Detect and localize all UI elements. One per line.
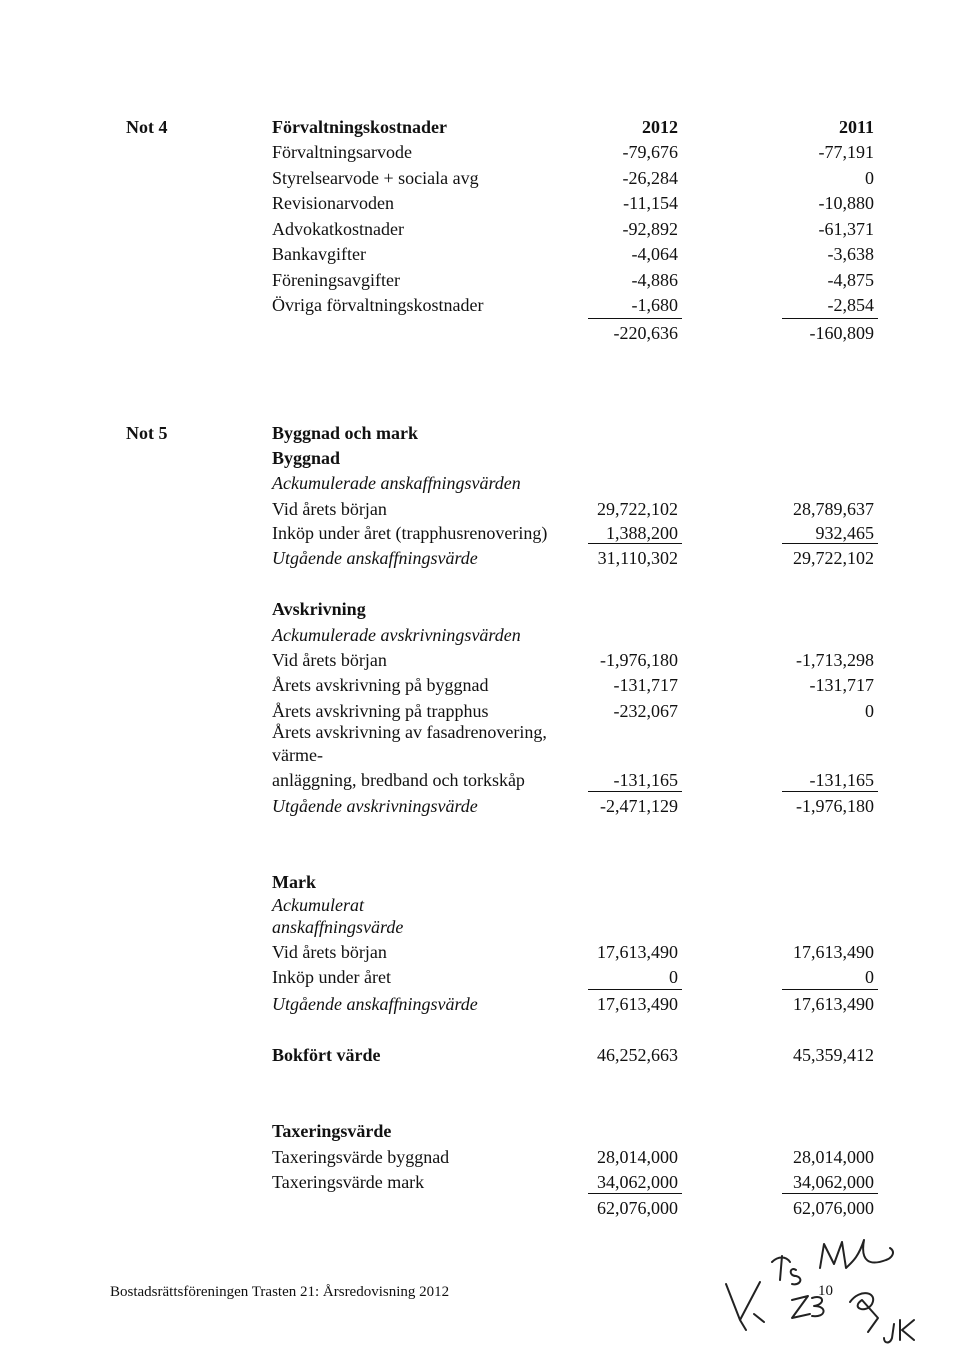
note4-row-value-2011: -10,880 xyxy=(818,193,874,213)
mark-row-value-2012: 17,613,490 xyxy=(597,942,678,962)
avskrivning-row-value-2011: -1,713,298 xyxy=(796,650,874,670)
mark-subheading-2: anskaffningsvärde xyxy=(272,917,404,937)
mark-row-label: Vid årets början xyxy=(272,942,387,962)
note4-row-label: Advokatkostnader xyxy=(272,219,404,239)
byggnad-out-label: Utgående anskaffningsvärde xyxy=(272,548,478,568)
avskrivning-heading: Avskrivning xyxy=(272,599,366,619)
note4-row-value-2011: -2,854 xyxy=(827,295,874,315)
avskrivning-multi-label-1: Årets avskrivning av fasadrenovering, xyxy=(272,722,547,742)
note5-title: Byggnad och mark xyxy=(272,423,419,443)
taxering-row-value-2012: 34,062,000 xyxy=(597,1172,678,1192)
handwritten-signatures-icon xyxy=(700,1222,940,1352)
avskrivning-row-value-2012: -1,976,180 xyxy=(600,650,678,670)
avskrivning-multi-label-3: anläggning, bredband och torkskåp xyxy=(272,770,525,790)
note4-row-value-2012: -4,064 xyxy=(631,244,678,264)
taxering-row-value-2011: 28,014,000 xyxy=(793,1147,874,1167)
avskrivning-multi-label-2: värme- xyxy=(272,745,323,765)
byggnad-row-value-2012: 29,722,102 xyxy=(597,499,678,519)
subtotal-rule xyxy=(782,318,878,319)
note4-row-value-2012: -92,892 xyxy=(622,219,678,239)
subtotal-rule xyxy=(782,791,878,792)
avskrivning-out-2012: -2,471,129 xyxy=(600,796,678,816)
note4-row-value-2011: -4,875 xyxy=(827,270,874,290)
subtotal-rule xyxy=(782,989,878,990)
note4-row-label: Övriga förvaltningskostnader xyxy=(272,295,484,315)
avskrivning-subheading: Ackumulerade avskrivningsvärden xyxy=(272,625,521,645)
note4-row-value-2011: -77,191 xyxy=(818,142,874,162)
avskrivning-row-value-2011: -131,717 xyxy=(809,675,874,695)
subtotal-rule xyxy=(588,791,682,792)
avskrivning-multi-value-2012: -131,165 xyxy=(613,770,678,790)
note4-year-2012: 2012 xyxy=(642,117,678,137)
byggnad-row-value-2011: 932,465 xyxy=(815,523,874,543)
byggnad-row-value-2012: 1,388,200 xyxy=(606,523,678,543)
note4-total-2011: -160,809 xyxy=(809,323,874,343)
note4-row-value-2011: -61,371 xyxy=(818,219,874,239)
note4-label: Not 4 xyxy=(126,117,168,137)
byggnad-subheading: Ackumulerade anskaffningsvärden xyxy=(272,473,521,493)
page-number: 10 xyxy=(818,1283,833,1299)
subtotal-rule xyxy=(588,318,682,319)
avskrivning-row-value-2011: 0 xyxy=(865,701,874,721)
note4-row-label: Bankavgifter xyxy=(272,244,366,264)
mark-row-value-2011: 17,613,490 xyxy=(793,942,874,962)
taxering-heading: Taxeringsvärde xyxy=(272,1121,392,1141)
byggnad-row-label: Inköp under året (trapphusrenovering) xyxy=(272,523,548,543)
note4-row-label: Föreningsavgifter xyxy=(272,270,400,290)
note4-row-label: Förvaltningsarvode xyxy=(272,142,412,162)
avskrivning-multi-value-2011: -131,165 xyxy=(809,770,874,790)
avskrivning-row-value-2012: -131,717 xyxy=(613,675,678,695)
taxering-total-2011: 62,076,000 xyxy=(793,1198,874,1218)
bokfort-value-2012: 46,252,663 xyxy=(597,1045,678,1065)
bokfort-value-2011: 45,359,412 xyxy=(793,1045,874,1065)
note4-row-value-2012: -26,284 xyxy=(622,168,678,188)
subtotal-rule xyxy=(588,543,682,544)
subtotal-rule xyxy=(588,989,682,990)
bokfort-label: Bokfört värde xyxy=(272,1045,381,1065)
avskrivning-row-label: Vid årets början xyxy=(272,650,387,670)
taxering-row-value-2011: 34,062,000 xyxy=(793,1172,874,1192)
note4-row-value-2012: -4,886 xyxy=(631,270,678,290)
note4-row-value-2011: 0 xyxy=(865,168,874,188)
avskrivning-row-label: Årets avskrivning på trapphus xyxy=(272,701,489,721)
avskrivning-out-label: Utgående avskrivningsvärde xyxy=(272,796,478,816)
taxering-row-label: Taxeringsvärde byggnad xyxy=(272,1147,450,1167)
note4-row-value-2012: -79,676 xyxy=(622,142,678,162)
footer-text: Bostadsrättsföreningen Trasten 21: Årsredovisning 2012 xyxy=(110,1284,450,1300)
note4-row-value-2012: -11,154 xyxy=(623,193,678,213)
subtotal-rule xyxy=(588,1193,682,1194)
mark-heading: Mark xyxy=(272,872,316,892)
avskrivning-row-label: Årets avskrivning på byggnad xyxy=(272,675,489,695)
mark-out-label: Utgående anskaffningsvärde xyxy=(272,994,478,1014)
byggnad-out-2011: 29,722,102 xyxy=(793,548,874,568)
note4-row-value-2012: -1,680 xyxy=(631,295,678,315)
note4-row-label: Revisionarvoden xyxy=(272,193,394,213)
taxering-row-label: Taxeringsvärde mark xyxy=(272,1172,425,1192)
byggnad-out-2012: 31,110,302 xyxy=(597,548,678,568)
mark-row-value-2012: 0 xyxy=(669,967,678,987)
taxering-total-2012: 62,076,000 xyxy=(597,1198,678,1218)
mark-out-2012: 17,613,490 xyxy=(597,994,678,1014)
mark-row-value-2011: 0 xyxy=(865,967,874,987)
note4-total-2012: -220,636 xyxy=(613,323,678,343)
note4-row-label: Styrelsearvode + sociala avg xyxy=(272,168,479,188)
note5-label: Not 5 xyxy=(126,423,168,443)
mark-row-label: Inköp under året xyxy=(272,967,391,987)
note4-title: Förvaltningskostnader xyxy=(272,117,448,137)
subtotal-rule xyxy=(782,1193,878,1194)
byggnad-heading: Byggnad xyxy=(272,448,341,468)
avskrivning-out-2011: -1,976,180 xyxy=(796,796,874,816)
subtotal-rule xyxy=(782,543,878,544)
note4-year-2011: 2011 xyxy=(838,117,874,137)
byggnad-row-value-2011: 28,789,637 xyxy=(793,499,874,519)
avskrivning-row-value-2012: -232,067 xyxy=(613,701,678,721)
mark-out-2011: 17,613,490 xyxy=(793,994,874,1014)
mark-subheading-1: Ackumulerat xyxy=(272,895,364,915)
note4-row-value-2011: -3,638 xyxy=(827,244,874,264)
byggnad-row-label: Vid årets början xyxy=(272,499,387,519)
taxering-row-value-2012: 28,014,000 xyxy=(597,1147,678,1167)
